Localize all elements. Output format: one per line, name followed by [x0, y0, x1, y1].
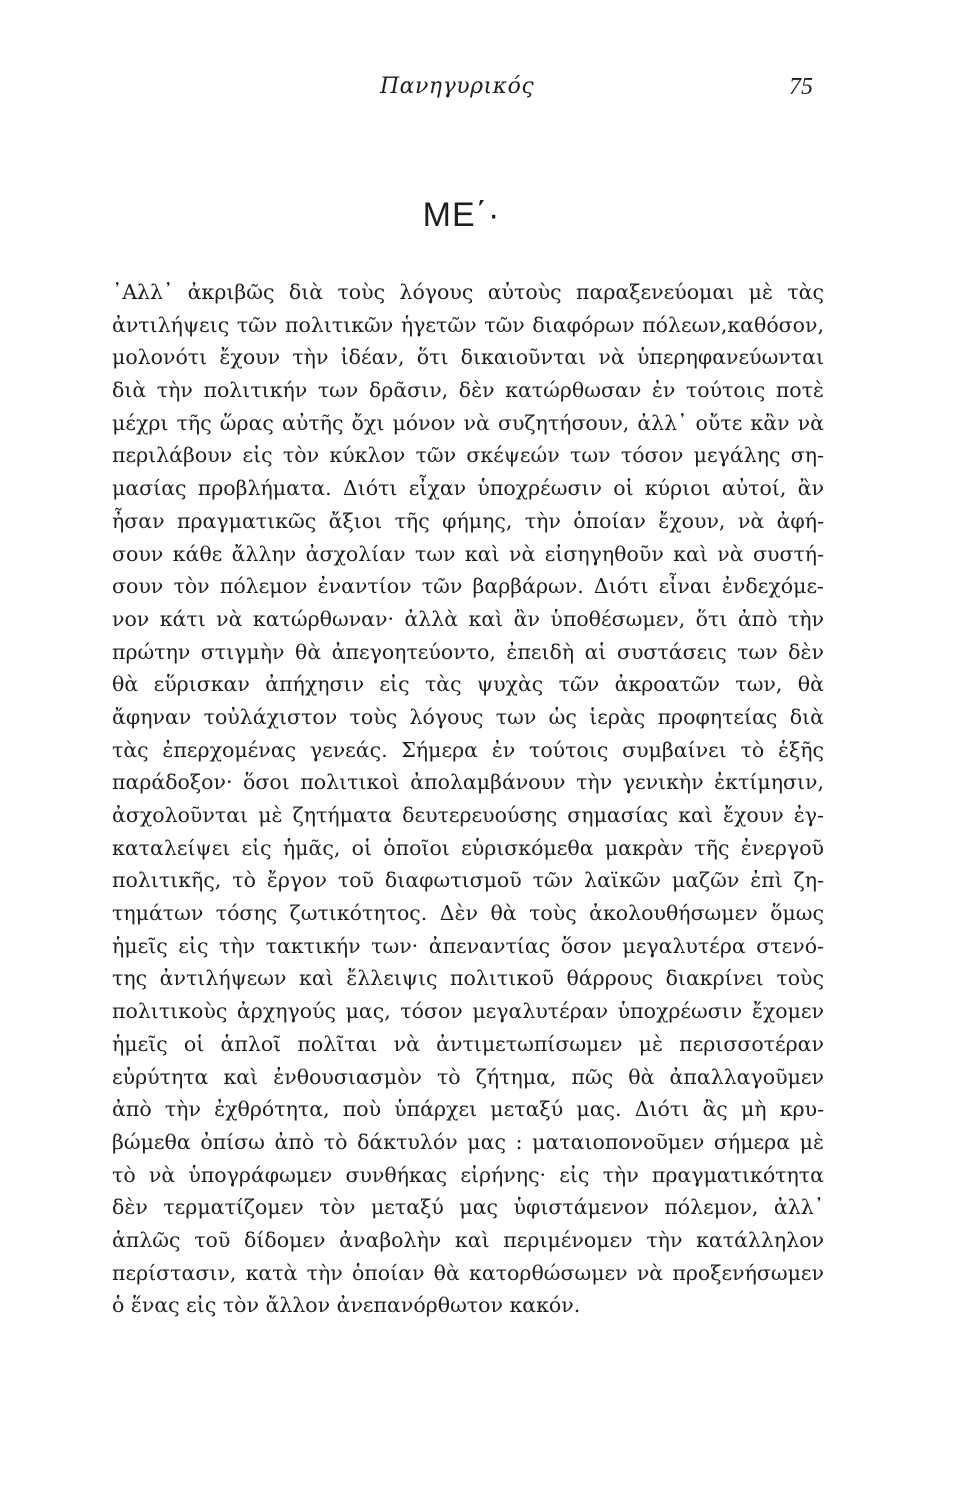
running-header — [0, 74, 963, 104]
chapter-heading — [0, 196, 963, 235]
text-line: πολιτικῆς, τὸ ἔργον τοῦ διαφωτισμοῦ τῶν λαϊκῶν μαζῶν ἐπὶ ζη- — [112, 868, 824, 893]
text-line: ᾿Αλλ᾿ ἀκριβῶς διὰ τοὺς λόγους αὐτοὺς παραξενεύομαι μὲ τὰς — [112, 280, 824, 304]
text-line: περιλάβουν εἰς τὸν κύκλον τῶν σκέψεών των τόσον μεγάλης ση- — [112, 443, 824, 468]
text-line: σουν τὸν πόλεμον ἐναντίον τῶν βαρβάρων. Διότι εἶναι ἐνδεχόμε- — [112, 574, 824, 599]
running-title: Πανηγυρικός — [380, 74, 535, 99]
body-text — [112, 276, 824, 1322]
text-line: ἁπλῶς τοῦ δίδομεν ἀναβολὴν καὶ περιμένομεν τὴν κατάλληλον — [112, 1227, 824, 1252]
text-line: βώμεθα ὀπίσω ἀπὸ τὸ δάκτυλόν μας : ματαιοπονοῦμεν σήμερα μὲ — [112, 1129, 824, 1154]
chapter-number: ΜΕ΄· — [422, 196, 501, 234]
text-line: ὁ ἕνας εἰς τὸν ἄλλον ἀνεπανόρθωτον κακόν. — [112, 1293, 581, 1318]
text-line: μέχρι τῆς ὥρας αὐτῆς ὄχι μόνον νὰ συζητήσουν, ἀλλ᾿ οὔτε κἂν νὰ — [112, 410, 824, 435]
text-line: τὸ νὰ ὑπογράφωμεν συνθήκας εἰρήνης· εἰς τὴν πραγματικότητα — [112, 1162, 824, 1187]
page-number: 75 — [789, 74, 813, 100]
text-line: πολιτικοὺς ἀρχηγούς μας, τόσον μεγαλυτέραν ὑποχρέωσιν ἔχομεν — [112, 999, 824, 1024]
text-line: δὲν τερματίζομεν τὸν μεταξύ μας ὑφιστάμενον πόλεμον, ἀλλ᾿ — [112, 1195, 824, 1220]
text-line: ἡμεῖς οἱ ἁπλοῖ πολῖται νὰ ἀντιμετωπίσωμεν μὲ περισσοτέραν — [112, 1031, 824, 1056]
text-line: νον κάτι νὰ κατώρθωναν· ἀλλὰ καὶ ἂν ὑποθέσωμεν, ὅτι ἀπὸ τὴν — [112, 606, 824, 631]
text-line: ἀσχολοῦνται μὲ ζητήματα δευτερευούσης σημασίας καὶ ἔχουν ἐγ- — [112, 803, 824, 827]
text-line: μασίας προβλήματα. Διότι εἶχαν ὑποχρέωσιν οἱ κύριοι αὐτοί, ἂν — [112, 476, 824, 501]
text-line: ἀπὸ τὴν ἐχθρότητα, ποὺ ὑπάρχει μεταξύ μας. Διότι ἂς μὴ κρυ- — [112, 1097, 824, 1122]
text-line: της ἀντιλήψεων καὶ ἔλλειψις πολιτικοῦ θάρρους διακρίνει τοὺς — [112, 966, 824, 991]
text-line: ἄφηναν τοὐλάχιστον τοὺς λόγους των ὡς ἱερὰς προφητείας διὰ — [112, 704, 824, 729]
text-line: περίστασιν, κατὰ τὴν ὁποίαν θὰ κατορθώσωμεν νὰ προξενήσωμεν — [112, 1260, 824, 1285]
text-line: μολονότι ἔχουν τὴν ἰδέαν, ὅτι δικαιοῦνται νὰ ὑπερηφανεύωνται — [112, 345, 824, 370]
text-line: πρώτην στιγμὴν θὰ ἀπεγοητεύοντο, ἐπειδὴ αἱ συστάσεις των δὲν — [112, 639, 824, 664]
text-line: τημάτων τόσης ζωτικότητος. Δὲν θὰ τοὺς ἀκολουθήσωμεν ὅμως — [112, 901, 824, 926]
text-line: καταλείψει εἰς ἡμᾶς, οἱ ὁποῖοι εὑρισκόμεθα μακρὰν τῆς ἐνεργοῦ — [112, 835, 824, 860]
text-line: παράδοξον· ὅσοι πολιτικοὶ ἀπολαμβάνουν τὴν γενικὴν ἐκτίμησιν, — [112, 770, 824, 795]
text-line: ἡμεῖς εἰς τὴν τακτικήν των· ἀπεναντίας ὅσον μεγαλυτέρα στενό- — [112, 933, 824, 958]
text-line: ἦσαν πραγματικῶς ἄξιοι τῆς φήμης, τὴν ὁποίαν ἔχουν, νὰ ἀφή- — [112, 508, 824, 533]
text-line: τὰς ἐπερχομένας γενεάς. Σήμερα ἐν τούτοις συμβαίνει τὸ ἑξῆς — [112, 737, 824, 762]
text-line: εὐρύτητα καὶ ἐνθουσιασμὸν τὸ ζήτημα, πῶς θὰ ἀπαλλαγοῦμεν — [112, 1064, 824, 1089]
text-line: διὰ τὴν πολιτικήν των δρᾶσιν, δὲν κατώρθωσαν ἐν τούτοις ποτὲ — [112, 378, 824, 403]
text-line: θὰ εὕρισκαν ἀπήχησιν εἰς τὰς ψυχὰς τῶν ἀκροατῶν των, θὰ — [112, 672, 824, 697]
text-line: σουν κάθε ἄλλην ἀσχολίαν των καὶ νὰ εἰσηγηθοῦν καὶ νὰ συστή- — [112, 541, 824, 566]
text-line: ἀντιλήψεις τῶν πολιτικῶν ἡγετῶν τῶν διαφόρων πόλεων,καθόσον, — [112, 312, 824, 337]
